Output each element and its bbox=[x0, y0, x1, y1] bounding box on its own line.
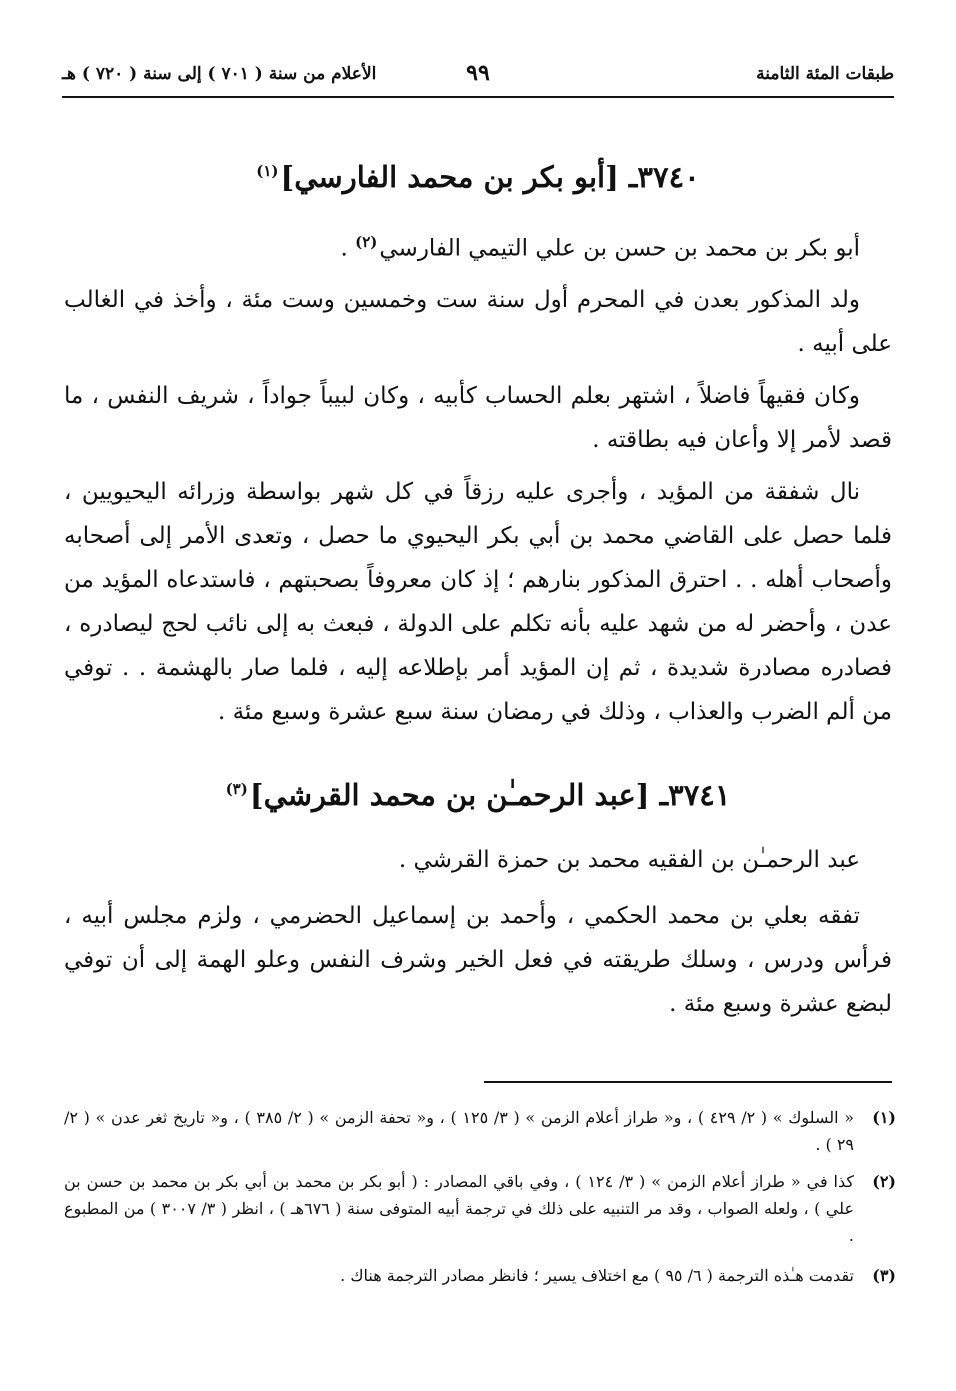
paragraph: تفقه بعلي بن محمد الحكمي ، وأحمد بن إسماعيل الحضرمي ، ولزم مجلس أبيه ، فرأس ودرس ، وسلك طريقته في فعل الخير وشرف النفس وعلو الهمة إلى أن توفي لبضع عشرة وسبع مئة . bbox=[64, 903, 892, 1017]
running-header bbox=[62, 58, 894, 98]
footnote-number: (٣) bbox=[872, 1266, 896, 1285]
name-text: أبو بكر بن محمد بن حسن بن علي التيمي الفارسي bbox=[379, 235, 860, 262]
entry-name-line bbox=[64, 220, 892, 271]
paragraph: ولد المذكور بعدن في المحرم أول سنة ست وخمسين وست مئة ، وأخذ في الغالب على أبيه . bbox=[64, 287, 892, 357]
entry-title-text: ٣٧٤١ـ [عبد الرحمـٰن بن محمد القرشي] bbox=[249, 778, 731, 812]
footnote-number: (٢) bbox=[872, 1172, 896, 1191]
paragraph: وكان فقيهاً فاضلاً ، اشتهر بعلم الحساب كأبيه ، وكان لبيباً جواداً ، شريف النفس ، ما قصد لأمر إلا وأعان فيه بطاقته . bbox=[64, 383, 892, 453]
header-section-title: طبقات المئة الثامنة bbox=[756, 64, 894, 84]
entry-title-text: ٣٧٤٠ـ [أبو بكر بن محمد الفارسي] bbox=[280, 160, 700, 194]
footnote-text: تقدمت هـٰذه الترجمة ( ٦/ ٩٥ ) مع اختلاف يسير ؛ فانظر مصادر الترجمة هناك . bbox=[340, 1266, 854, 1285]
footnote-ref: (٢) bbox=[355, 233, 378, 251]
header-year-range: الأعلام من سنة ( ٧٠١ ) إلى سنة ( ٧٢٠ ) هـ bbox=[62, 64, 377, 84]
footnote-separator bbox=[484, 1081, 892, 1083]
name-line-end: . bbox=[340, 235, 356, 262]
entry-title-3741 bbox=[64, 778, 892, 812]
paragraph: نال شفقة من المؤيد ، وأجرى عليه رزقاً في كل شهر بواسطة وزرائه اليحيويين ، فلما حصل على القاضي محمد بن أبي بكر اليحيوي ما حصل ، وتعدى الأمر إلى أصحابه وأصحاب أهله . . احترق المذكور بنارهم ؛ إذ كان معروفاً بصحبتهم ، فاستدعاه المؤيد من عدن ، وأحضر له من شهد عليه بأنه تكلم على الدولة ، فبعث به إلى نائب لحج ليصادره ، فصادره مصادرة شديدة ، ثم إن المؤيد أمر بإطلاعه إليه ، فلما صار بالهشمة . . توفي من ألم الضرب والعذاب ، وذلك في رمضان سنة سبع عشرة وسبع مئة . bbox=[64, 479, 892, 725]
entry-title-3740 bbox=[64, 160, 892, 194]
footnote-ref: (١) bbox=[256, 162, 279, 181]
footnote-3 bbox=[64, 1262, 896, 1289]
footnote-number: (١) bbox=[872, 1108, 896, 1127]
footnote-2 bbox=[64, 1168, 896, 1249]
footnote-ref: (٣) bbox=[225, 780, 248, 799]
footnote-text: كذا في « طراز أعلام الزمن » ( ٣/ ١٢٤ ) ، وفي باقي المصادر : ( أبو بكر بن محمد بن أبي بكر بن محمد بن حسن بن علي ) ، ولعله الصواب ، وقد مر التنبيه على ذلك في ترجمة أبيه المتوفى سنة ( ٦٧٦هـ ) ، انظر ( ٣/ ٣٠٠٧ ) من المطبوع . bbox=[64, 1172, 854, 1245]
footnote-text: « السلوك » ( ٢/ ٤٢٩ ) ، و« طراز أعلام الزمن » ( ٣/ ١٢٥ ) ، و« تحفة الزمن » ( ٢/ ٣٨٥ ) ، و« تاريخ ثغر عدن » ( ٢/ ٢٩ ) . bbox=[64, 1108, 855, 1154]
footnote-1 bbox=[64, 1104, 896, 1158]
page-number: ٩٩ bbox=[466, 60, 490, 86]
entry-name-line: عبد الرحمـٰن بن الفقيه محمد بن حمزة القرشي . bbox=[398, 847, 860, 873]
